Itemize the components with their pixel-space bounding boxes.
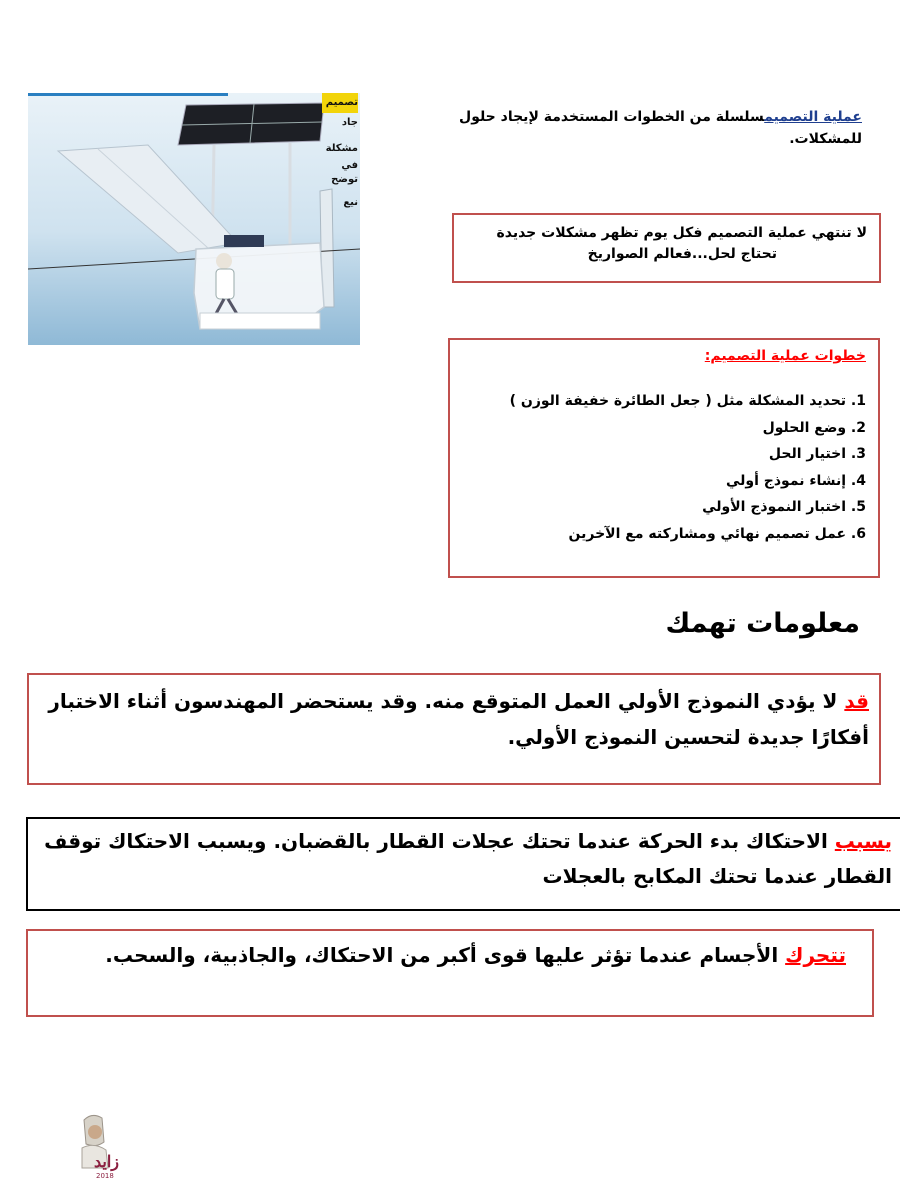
fact-box-motion: [26, 929, 874, 1017]
year-of-zayed-logo: [74, 1112, 130, 1186]
fact-box-prototype: [27, 673, 881, 785]
photo-caption-6: نيع: [343, 197, 358, 208]
design-steps-box: [448, 338, 880, 578]
design-process-definition: [422, 106, 862, 150]
note-line-2: تحتاج لحل...فعالم الصواريخ: [587, 246, 777, 262]
photo-caption-3: مشكلة: [325, 143, 358, 154]
fact-text: لا يؤدي النموذج الأولي العمل المتوقع منه. وقد يستحضر المهندسون أثناء الاختبار أفكارًا جديدة لتحسين النموذج الأولي.: [48, 689, 869, 749]
note-line-1: لا تنتهي عملية التصميم فكل يوم تظهر مشكلات جديدة: [496, 225, 867, 241]
photo-top-strip: [28, 93, 228, 96]
step-item: 3. اختيار الحل: [768, 446, 866, 462]
aircraft-cockpit: [194, 235, 324, 329]
solar-aircraft-illustration: [28, 93, 360, 345]
fact-text: الأجسام عندما تؤثر عليها قوى أكبر من الاحتكاك، والجاذبية، والسحب.: [105, 943, 786, 967]
steps-heading: خطوات عملية التصميم:: [704, 348, 866, 364]
step-item: 6. عمل تصميم نهائي ومشاركته مع الآخرين: [568, 525, 866, 542]
step-item: 1. تحديد المشكلة مثل ( جعل الطائرة خفيفة الوزن ): [509, 393, 866, 409]
step-item: 2. وضع الحلول: [762, 419, 866, 436]
logo-year: 2018: [96, 1172, 114, 1180]
info-section-title: معلومات تهمك: [665, 608, 860, 639]
fact-keyword: قد: [844, 689, 869, 713]
definition-term: عملية التصميم: [764, 109, 862, 125]
photo-caption-4: في: [341, 160, 358, 171]
fact-box-friction: [26, 817, 900, 911]
photo-caption-5: توضح: [331, 174, 358, 185]
steps-list: [460, 388, 866, 547]
fact-text: الاحتكاك بدء الحركة عندما تحتك عجلات القطار بالقضبان. ويسبب الاحتكاك توقف القطار عندما تحتك المكابح بالعجلات: [44, 829, 892, 888]
step-item: 4. إنشاء نموذج أولي: [725, 472, 866, 489]
photo-caption-1: تصميم: [322, 93, 358, 113]
photo-caption-2: جاد: [341, 117, 358, 128]
logo-text: زايد: [94, 1152, 120, 1171]
solar-aircraft-photo: [28, 93, 360, 345]
fact-keyword: يسبب: [834, 829, 892, 853]
definition-text: سلسلة من الخطوات المستخدمة لإيجاد حلول للمشكلات.: [459, 109, 862, 147]
solar-panels: [178, 103, 324, 145]
step-item: 5. اختبار النموذج الأولي: [702, 499, 866, 515]
note-box: [452, 213, 881, 283]
fact-keyword: تتحرك: [785, 943, 846, 967]
